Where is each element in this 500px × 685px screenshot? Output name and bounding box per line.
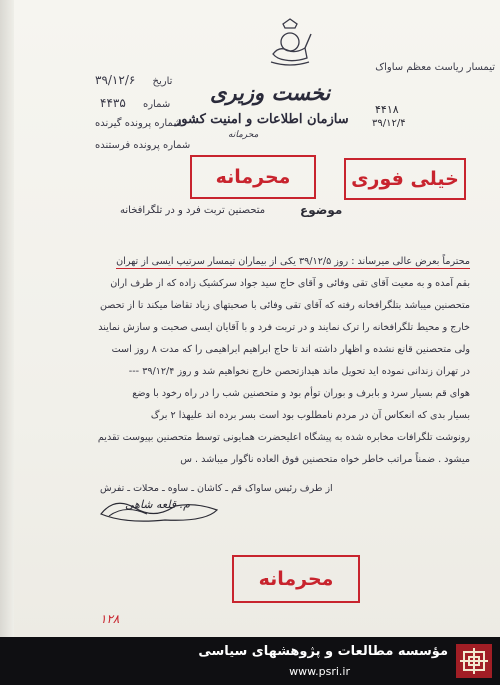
- body-line: خارج و محیط تلگرافخانه را ترک نمایند و در تربت فرد و با آقایان ایسی صحبت و سازش نمایند: [98, 322, 470, 333]
- footer-banner: [0, 637, 500, 685]
- body-line: محترماً بعرض عالی میرساند : روز ۳۹/۱۲/۵ یکی از بیماران تیمسار سرتیپ ایسی از تهران: [116, 256, 470, 267]
- reference-date: ۳۹/۱۲/۴: [372, 118, 406, 129]
- body-line: ولی متحصنین قانع نشده و اظهار داشته اند تا حاج ابراهیم ابراهیمی را که مدت ۸ روز است: [111, 344, 470, 355]
- page-edge-shadow: [0, 0, 14, 685]
- reference-number: ۴۴۱۸: [375, 103, 399, 116]
- body-line: میشود . ضمناً مراتب خاطر خواه متحصنین فوق العاده ناگوار میباشد . س: [180, 454, 470, 465]
- number-label: شماره: [142, 99, 171, 110]
- body-line: در تهران زندانی نموده اید تحویل ماند هیدازتحصن خارج نخواهیم شد و روز ۳۹/۱۲/۴ ---: [128, 366, 470, 377]
- receiver-file-label: شماره پرونده گیرنده: [95, 118, 182, 129]
- signature-line: از طرف رئیس ساواک قم ـ کاشان ـ ساوه ـ محلات ـ تفرش: [100, 483, 333, 494]
- signature-name: م. قلعه شاهی: [125, 498, 190, 511]
- page-title: نخست وزیری: [210, 80, 331, 105]
- body-line: متحصنین میباشد بتلگرافخانه رفته که آقای تقی وفائی با صحبتهای زیاد تقاضا میکند تا از تحصن: [99, 300, 470, 311]
- recipient-line: تیمسار ریاست معظم ساواک: [375, 62, 495, 73]
- body-line: هوای قم بسیار سرد و بابرف و بوران توأم بود و متحصنین شب را در راه رخود با وضع: [132, 388, 470, 399]
- institute-name: مؤسسه مطالعات و پژوهشهای سیاسی: [198, 644, 448, 659]
- body-line: بقم آمده و به معیت آقای تقی وفائی و آقای حاج سید جواد سرکشیک زاده که از طرف اران: [110, 278, 470, 289]
- handwritten-number: ۱۲۸: [100, 612, 120, 626]
- handwritten-reference: محرمانه: [228, 130, 259, 140]
- subject-text: متحصنین تربت فرد و در تلگرافخانه: [120, 205, 266, 216]
- body-line: بسیار بدی که انعکاس آن در مردم نامطلوب بود است بسر برده اند علیهذا ۲ برگ: [150, 410, 470, 421]
- body-line: رونوشت تلگرافات مخابره شده به پیشگاه اعلیحضرت همایونی توسط متحصنین بپیوست تقدیم: [97, 432, 470, 443]
- signature-mark-icon: [95, 492, 225, 528]
- institute-url[interactable]: www.psri.ir: [289, 665, 350, 678]
- institute-logo-icon: [456, 644, 492, 678]
- number-row: [100, 96, 170, 110]
- confidential-stamp-top: محرمانه: [190, 155, 316, 199]
- date-value: ۳۹/۱۲/۶: [95, 73, 136, 87]
- confidential-stamp-bottom: محرمانه: [232, 555, 360, 603]
- date-label: تاریخ: [152, 76, 173, 87]
- lion-and-sun-emblem-icon: [265, 18, 315, 70]
- number-value: ۴۴۳۵: [100, 96, 126, 110]
- date-row: [95, 73, 172, 87]
- sender-file-label: شماره پرونده فرستنده: [95, 140, 191, 151]
- page-subtitle: سازمان اطلاعات و امنیت کشور: [175, 112, 349, 127]
- urgent-stamp: خیلی فوری: [344, 158, 466, 200]
- subject-label: موضوع: [300, 203, 343, 217]
